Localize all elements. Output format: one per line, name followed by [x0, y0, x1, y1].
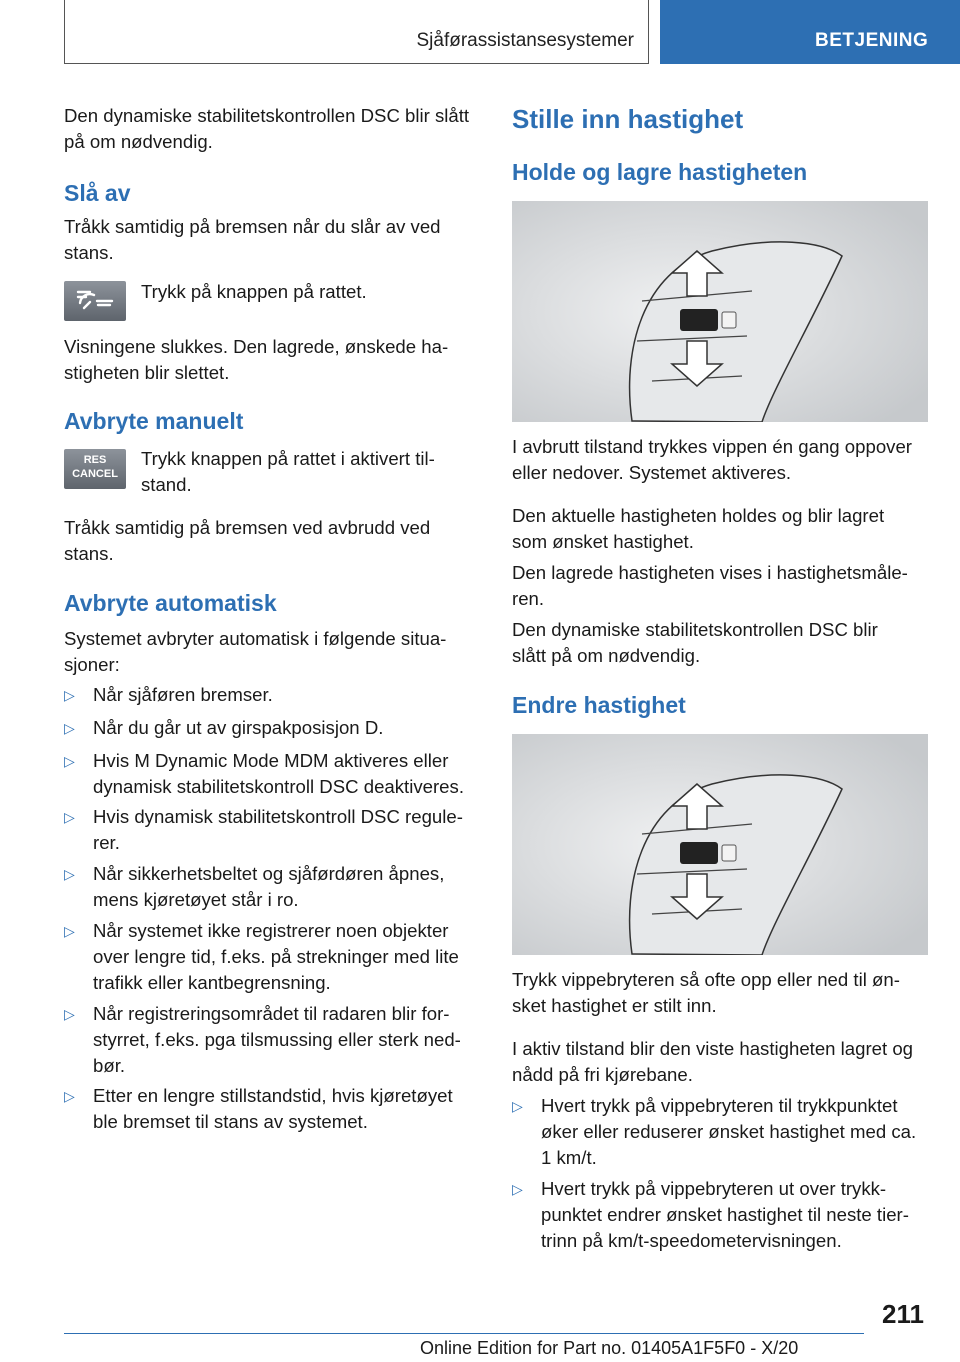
- paragraph-off-button: Trykk på knappen på rattet.: [141, 281, 367, 302]
- footer-edition: Online Edition for Part no. 01405A1F5F0 - X/20: [420, 1338, 799, 1358]
- paragraph-hold-3: Den lagrede hastigheten vises i hastighetsmåle-ren.: [512, 562, 908, 609]
- heading-manual: Avbryte manuelt: [64, 408, 244, 434]
- cruise-control-icon: [64, 281, 126, 321]
- paragraph-off-result: Visningene slukkes. Den lagrede, ønskede ha-stigheten blir slettet.: [64, 336, 449, 383]
- paragraph-manual-button: Trykk knappen på rattet i aktivert til-stand.: [141, 448, 435, 495]
- page-number: 211: [882, 1299, 924, 1329]
- bullet-triangle-icon: ▷: [512, 1181, 523, 1197]
- footer-divider: [64, 1333, 864, 1334]
- heading-hold-speed: Holde og lagre hastigheten: [512, 159, 808, 185]
- steering-wheel-rocker-image-2: [512, 734, 928, 955]
- paragraph-change-1: Trykk vippebryteren så ofte opp eller ned til øn-sket hastighet er stilt inn.: [512, 969, 900, 1016]
- paragraph-hold-2: Den aktuelle hastigheten holdes og blir lagret som ønsket hastighet.: [512, 505, 885, 552]
- paragraph-off-brake: Tråkk samtidig på bremsen når du slår av ved stans.: [64, 216, 441, 263]
- heading-off: Slå av: [64, 180, 131, 206]
- bullet-triangle-icon: ▷: [64, 720, 75, 736]
- paragraph-hold-1: I avbrutt tilstand trykkes vippen én gang oppover eller nedover. Systemet aktiveres.: [512, 436, 913, 483]
- heading-change-speed: Endre hastighet: [512, 692, 686, 718]
- bullet-triangle-icon: ▷: [512, 1098, 523, 1114]
- paragraph-change-2: I aktiv tilstand blir den viste hastigheten lagret og nådd på fri kjørebane.: [512, 1038, 914, 1085]
- header-section-title: Sjåførassistansesystemer: [416, 30, 634, 51]
- res-label: RES: [83, 454, 107, 466]
- header-chapter-title: BETJENING: [815, 30, 929, 51]
- bullet-triangle-icon: ▷: [64, 753, 75, 769]
- steering-wheel-rocker-image: [512, 201, 928, 422]
- cancel-label: CANCEL: [72, 468, 118, 480]
- bullet-triangle-icon: ▷: [64, 687, 75, 703]
- bullet-triangle-icon: ▷: [64, 866, 75, 882]
- res-cancel-icon: [64, 449, 126, 489]
- bullet-triangle-icon: ▷: [64, 809, 75, 825]
- header-chapter-box: [660, 0, 960, 64]
- paragraph-dsc: Den dynamiske stabilitetskontrollen DSC blir slått på om nødvendig.: [64, 105, 470, 152]
- heading-auto: Avbryte automatisk: [64, 590, 277, 616]
- header-section-box: [64, 0, 649, 64]
- bullet-triangle-icon: ▷: [64, 1088, 75, 1104]
- paragraph-manual-brake: Tråkk samtidig på bremsen ved avbrudd ved stans.: [64, 517, 431, 564]
- bullet-triangle-icon: ▷: [64, 1006, 75, 1022]
- bullet-triangle-icon: ▷: [64, 923, 75, 939]
- heading-set-speed: Stille inn hastighet: [512, 104, 744, 134]
- paragraph-auto: Systemet avbryter automatisk i følgende situa-sjoner:: [64, 628, 447, 675]
- paragraph-hold-4: Den dynamiske stabilitetskontrollen DSC blir slått på om nødvendig.: [512, 619, 878, 666]
